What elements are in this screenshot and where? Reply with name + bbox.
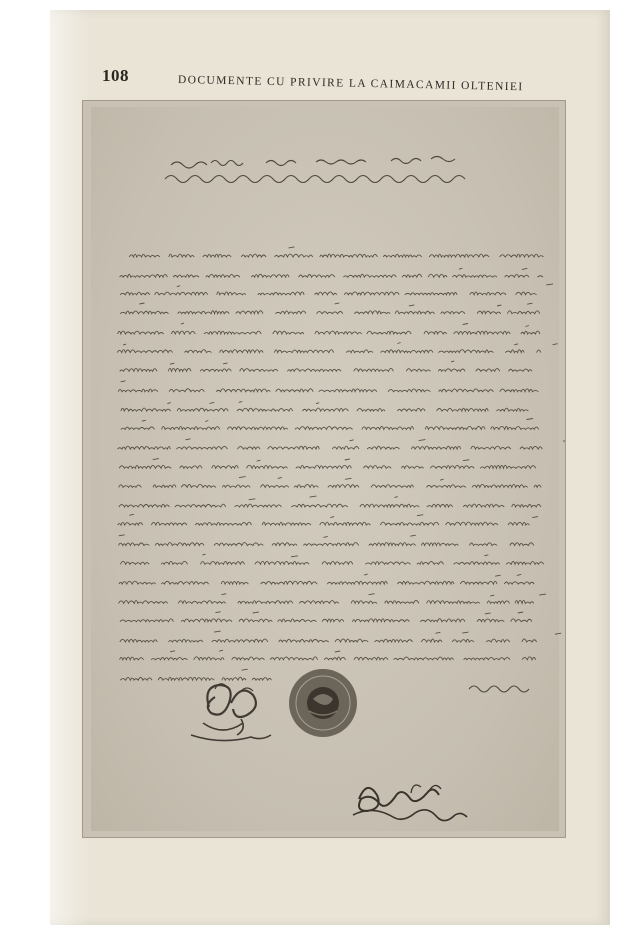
handwriting-line bbox=[118, 514, 538, 525]
handwriting-line bbox=[119, 459, 536, 469]
handwriting-line bbox=[119, 496, 541, 507]
handwriting-line bbox=[121, 419, 539, 430]
handwriting-line bbox=[120, 554, 543, 564]
handwriting-line bbox=[120, 631, 561, 642]
manuscript-plate bbox=[82, 100, 566, 838]
handwriting-line bbox=[120, 361, 532, 371]
signature-bottom-right bbox=[353, 785, 467, 821]
running-title: DOCUMENTE CU PRIVIRE LA CAIMACAMII OLTENIEI bbox=[177, 74, 524, 94]
signature-left bbox=[191, 684, 271, 741]
handwriting-line bbox=[120, 303, 540, 314]
handwriting-svg bbox=[91, 107, 565, 831]
handwriting-line bbox=[119, 574, 534, 584]
handwriting-line bbox=[117, 343, 557, 353]
handwriting-line bbox=[120, 612, 532, 622]
handwriting-line bbox=[118, 323, 540, 334]
handwriting-line bbox=[118, 381, 538, 392]
page-header bbox=[50, 66, 610, 96]
handwriting-line bbox=[120, 268, 543, 277]
handwriting-line bbox=[120, 284, 553, 295]
manuscript-body-text bbox=[117, 247, 565, 680]
handwriting-line bbox=[118, 439, 566, 449]
handwriting-line bbox=[120, 669, 271, 680]
handwriting-line bbox=[119, 477, 541, 488]
page-number: 108 bbox=[102, 66, 129, 85]
wax-seal bbox=[289, 669, 357, 737]
handwriting-line bbox=[129, 247, 543, 257]
closing-date-annotation bbox=[469, 686, 529, 692]
handwriting-line bbox=[121, 401, 528, 411]
handwriting-line bbox=[119, 535, 534, 546]
handwriting-line bbox=[120, 650, 536, 660]
manuscript-image bbox=[91, 107, 559, 831]
manuscript-heading bbox=[165, 157, 465, 183]
handwriting-line bbox=[119, 594, 547, 604]
